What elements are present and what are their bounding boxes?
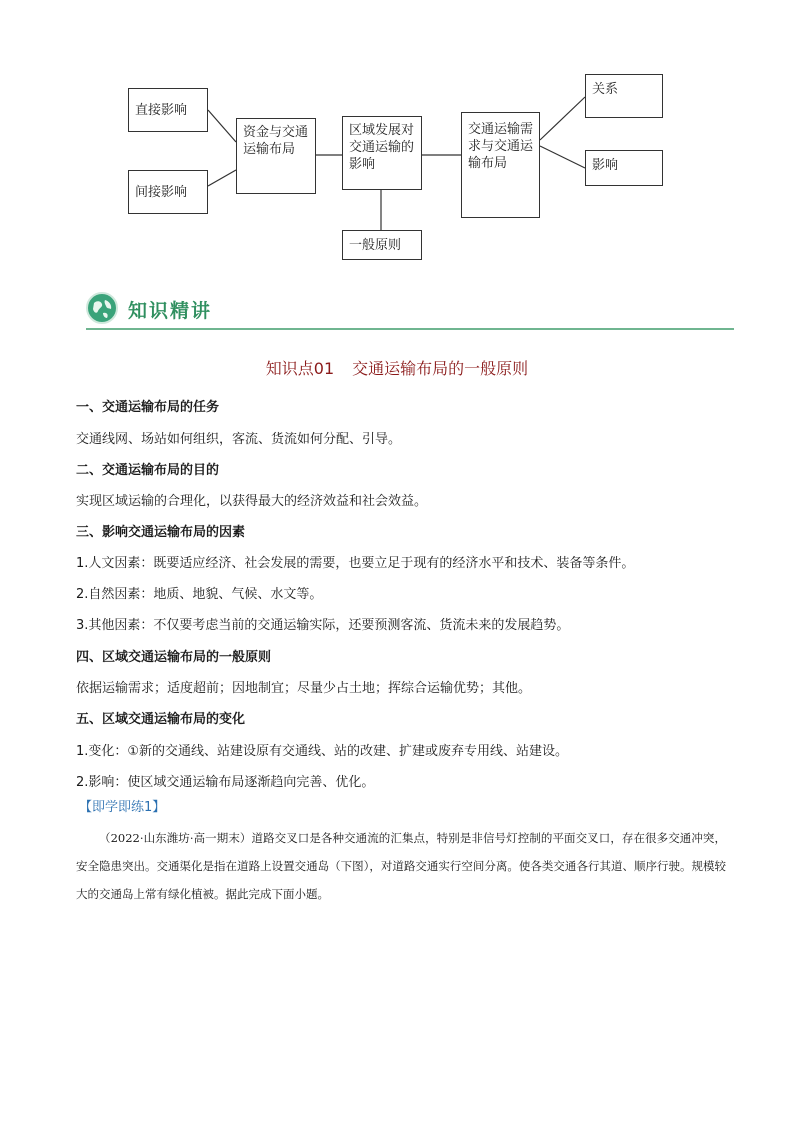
box-direct-influence: 直接影响 xyxy=(128,88,208,132)
section-banner xyxy=(86,292,734,330)
section-5-item-2: 2.影响：使区域交通运输布局逐渐趋向完善、优化。 xyxy=(76,775,375,790)
box-regional-development: 区域发展对交通运输的影响 xyxy=(342,116,422,190)
banner-rule xyxy=(86,328,734,330)
section-4-text: 依据运输需求；适度超前；因地制宜；尽量少占土地；挥综合运输优势；其他。 xyxy=(76,681,532,696)
connector-demand-relation xyxy=(540,97,585,140)
section-4-heading: 四、区域交通运输布局的一般原则 xyxy=(76,650,272,665)
section-3-item-3: 3.其他因素：不仅要考虑当前的交通运输实际，还要预测客流、货流未来的发展趋势。 xyxy=(76,618,570,633)
section-5-heading: 五、区域交通运输布局的变化 xyxy=(76,712,246,727)
section-1-text: 交通线网、场站如何组织，客流、货流如何分配、引导。 xyxy=(76,432,402,447)
box-general-principle: 一般原则 xyxy=(342,230,422,260)
practice-paragraph: （2022·山东潍坊·高一期末）道路交叉口是各种交通流的汇集点，特别是非信号灯控制的平面交叉口，存在很多交通冲突，安全隐患突出。交通渠化是指在道路上设置交通岛（下图），对道路交通实行空间分离。使各类交通各行其道、顺序行驶。规模较大的交通岛上常有绿化植被。据此完成下面小题。 xyxy=(76,831,726,901)
section-2-heading: 二、交通运输布局的目的 xyxy=(76,463,220,478)
knowledge-point-number: 知识点01 xyxy=(265,359,335,378)
banner-label: 知识精讲 xyxy=(128,300,213,322)
section-2-text: 实现区域运输的合理化，以获得最大的经济效益和社会效益。 xyxy=(76,494,428,509)
connector-indirect-capital xyxy=(208,170,236,186)
practice-tag: 【即学即练1】 xyxy=(79,800,166,815)
section-1-heading: 一、交通运输布局的任务 xyxy=(76,400,220,415)
box-indirect-influence: 间接影响 xyxy=(128,170,208,214)
section-3-item-2: 2.自然因素：地质、地貌、气候、水文等。 xyxy=(76,587,323,602)
knowledge-point-text: 交通运输布局的一般原则 xyxy=(352,359,529,378)
box-capital-layout: 资金与交通运输布局 xyxy=(236,118,316,194)
box-effect: 影响 xyxy=(585,150,663,186)
knowledge-point-title xyxy=(0,356,794,379)
section-5-item-1: 1.变化：①新的交通线、站建设原有交通线、站的改建、扩建或废弃专用线、站建设。 xyxy=(76,744,569,759)
box-relation: 关系 xyxy=(585,74,663,118)
globe-icon xyxy=(86,292,118,324)
section-3-item-1: 1.人文因素：既要适应经济、社会发展的需要，也要立足于现有的经济水平和技术、装备等条件。 xyxy=(76,556,635,571)
concept-diagram xyxy=(0,0,794,290)
connector-direct-capital xyxy=(208,110,236,142)
connector-demand-effect xyxy=(540,146,585,168)
box-transport-demand: 交通运输需求与交通运输布局 xyxy=(461,112,540,218)
section-3-heading: 三、影响交通运输布局的因素 xyxy=(76,525,246,540)
